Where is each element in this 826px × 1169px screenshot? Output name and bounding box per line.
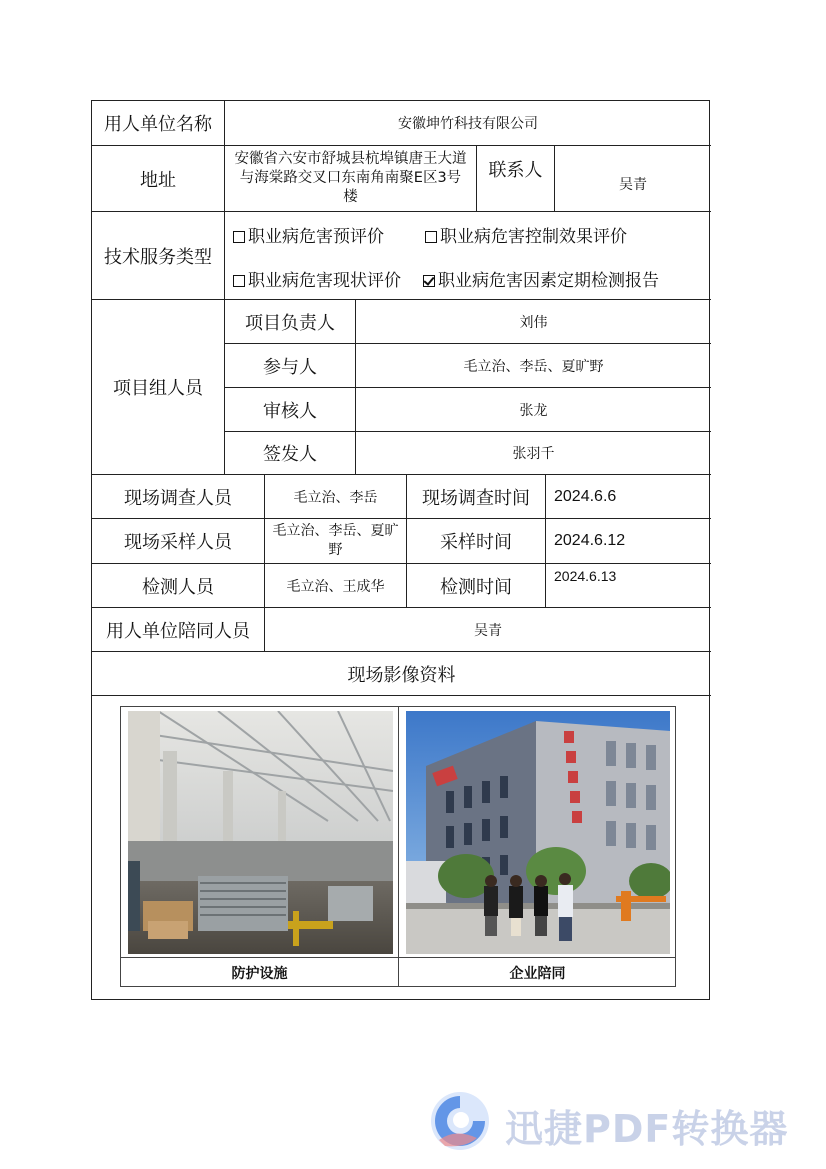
contact-value: 吴青: [555, 146, 711, 212]
service-option-status-eval[interactable]: 职业病危害现状评价: [233, 266, 401, 291]
sampling-label: 现场采样人员: [92, 519, 265, 564]
team-name: 刘伟: [356, 300, 711, 344]
service-option-pre-eval[interactable]: 职业病危害预评价: [233, 222, 384, 247]
contact-label: 联系人: [477, 146, 555, 212]
survey-label: 现场调查人员: [92, 475, 265, 519]
checked-checkbox-icon: [423, 275, 435, 287]
building-photo: [406, 711, 670, 954]
testing-people: 毛立治、王成华: [265, 564, 407, 608]
checkbox-icon: [425, 231, 437, 243]
sampling-time: 2024.6.12: [546, 519, 711, 564]
service-option-periodic-report[interactable]: 职业病危害因素定期检测报告: [423, 266, 659, 291]
team-name: 张羽千: [356, 432, 711, 475]
team-name: 毛立治、李岳、夏旷野: [356, 344, 711, 388]
sampling-time-label: 采样时间: [407, 519, 546, 564]
checkbox-icon: [233, 275, 245, 287]
team-role: 参与人: [225, 344, 356, 388]
images-section-title: 现场影像资料: [92, 652, 711, 696]
workshop-photo: [128, 711, 393, 954]
survey-time: 2024.6.6: [546, 475, 711, 519]
address-value: 安徽省六安市舒城县杭埠镇唐王大道与海棠路交叉口东南角南聚E区3号楼: [225, 146, 477, 212]
team-name: 张龙: [356, 388, 711, 432]
address-label: 地址: [92, 146, 225, 212]
testing-time-label: 检测时间: [407, 564, 546, 608]
left-photo-caption: 防护设施: [121, 957, 398, 988]
checkbox-icon: [233, 231, 245, 243]
team-role: 签发人: [225, 432, 356, 475]
service-type-label: 技术服务类型: [92, 212, 225, 300]
team-role: 审核人: [225, 388, 356, 432]
testing-time: 2024.6.13: [546, 564, 711, 608]
sampling-people: 毛立治、李岳、夏旷野: [265, 519, 407, 564]
photo-divider: [398, 707, 399, 986]
right-photo-caption: 企业陪同: [399, 957, 676, 988]
employer-value: 安徽坤竹科技有限公司: [225, 101, 711, 146]
survey-time-label: 现场调查时间: [407, 475, 546, 519]
service-option-control-eval[interactable]: 职业病危害控制效果评价: [425, 222, 627, 247]
service-options: [225, 212, 711, 300]
xunjie-logo-icon: [425, 1088, 495, 1154]
employer-label: 用人单位名称: [92, 101, 225, 146]
survey-people: 毛立治、李岳: [265, 475, 407, 519]
escort-label: 用人单位陪同人员: [92, 608, 265, 652]
photo-panel: [120, 706, 676, 987]
watermark-text: 迅捷PDF转换器: [505, 1107, 789, 1151]
escort-value: 吴青: [265, 608, 711, 652]
team-label: 项目组人员: [92, 300, 225, 475]
team-role: 项目负责人: [225, 300, 356, 344]
watermark: [425, 1088, 815, 1154]
testing-label: 检测人员: [92, 564, 265, 608]
